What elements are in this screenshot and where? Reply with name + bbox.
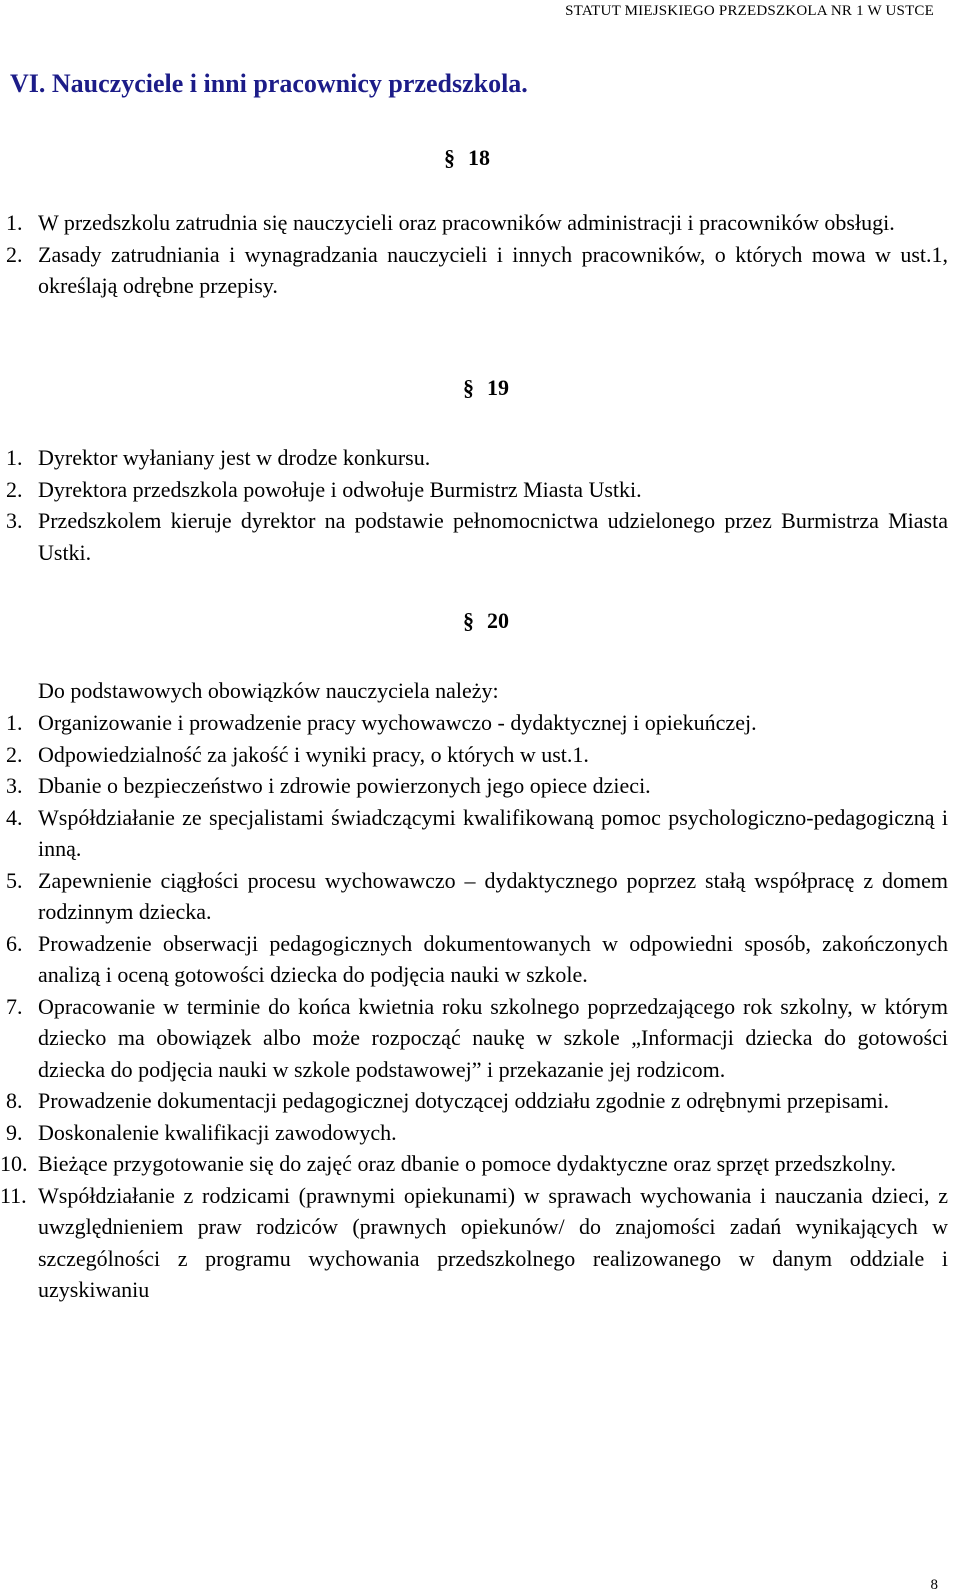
item-number: 9. <box>6 1119 23 1145</box>
item-text: Odpowiedzialność za jakość i wyniki pracy, o których w ust.1. <box>38 741 589 767</box>
section-symbol: § <box>463 375 474 400</box>
section-18-list <box>0 207 948 302</box>
list-item <box>0 474 948 506</box>
section-19-list <box>0 442 948 568</box>
section-heading-20 <box>463 608 509 634</box>
item-text: Przedszkolem kieruje dyrektor na podstawie pełnomocnictwa udzielonego przez Burmistrza Miasta Ustki. <box>38 508 948 565</box>
item-number: 3. <box>6 773 23 798</box>
list-item <box>0 865 948 928</box>
list-item <box>0 207 948 239</box>
item-text: Organizowanie i prowadzenie pracy wychowawczo - dydaktycznej i opiekuńczej. <box>38 710 757 735</box>
item-text: Zasady zatrudniania i wynagradzania nauczycieli i innych pracowników, o których mowa w ust.1, określają odrębne przepisy. <box>38 241 948 298</box>
list-item <box>0 739 948 771</box>
item-number: 2. <box>6 476 23 502</box>
item-number: 2. <box>6 741 23 767</box>
section-symbol: § <box>463 608 474 633</box>
item-number: 8. <box>6 1088 23 1113</box>
list-item <box>0 1180 948 1306</box>
item-text: Dyrektor wyłaniany jest w drodze konkursu. <box>38 445 431 470</box>
running-header: STATUT MIEJSKIEGO PRZEDSZKOLA NR 1 W USTCE <box>565 3 934 19</box>
item-text: Współdziałanie ze specjalistami świadczącymi kwalifikowaną pomoc psychologiczno-pedagogiczną i inną. <box>38 804 948 861</box>
list-item <box>0 1085 948 1117</box>
item-text: Dyrektora przedszkola powołuje i odwołuje Burmistrz Miasta Ustki. <box>38 476 642 502</box>
section-number: 19 <box>487 375 509 400</box>
section-20-intro: Do podstawowych obowiązków nauczyciela należy: <box>38 678 499 703</box>
list-item <box>0 442 948 474</box>
section-number: 20 <box>487 608 509 633</box>
item-number: 11. <box>0 1182 27 1208</box>
item-number: 1. <box>6 445 23 470</box>
item-text: Prowadzenie obserwacji pedagogicznych dokumentowanych w odpowiedni sposób, zakończonych analizą i oceną gotowości dziecka do podjęcia nauki w szkole. <box>38 930 948 987</box>
item-number: 4. <box>6 804 23 830</box>
item-text: Bieżące przygotowanie się do zajęć oraz dbanie o pomoce dydaktyczne oraz sprzęt przedszkolny. <box>38 1151 897 1176</box>
list-item <box>0 505 948 568</box>
section-number: 18 <box>468 145 490 170</box>
list-item <box>0 707 948 739</box>
list-item <box>0 1148 948 1180</box>
list-item <box>0 239 948 302</box>
item-number: 10. <box>0 1151 28 1176</box>
list-item <box>0 802 948 865</box>
section-symbol: § <box>444 145 455 170</box>
item-text: W przedszkolu zatrudnia się nauczycieli oraz pracowników administracji i pracowników obsługi. <box>38 210 895 235</box>
section-heading-18 <box>444 145 490 171</box>
section-20-list <box>0 707 948 1306</box>
item-text: Prowadzenie dokumentacji pedagogicznej dotyczącej oddziału zgodnie z odrębnymi przepisami. <box>38 1088 889 1113</box>
item-number: 1. <box>6 210 23 235</box>
list-item <box>0 928 948 991</box>
list-item <box>0 1117 948 1149</box>
item-text: Zapewnienie ciągłości procesu wychowawczo – dydaktycznego poprzez stałą współpracę z domem rodzinnym dziecka. <box>38 867 948 924</box>
item-number: 3. <box>6 508 23 533</box>
list-item <box>0 770 948 802</box>
item-text: Współdziałanie z rodzicami (prawnymi opiekunami) w sprawach wychowania i nauczania dzieci, z uwzględnieniem praw rodziców (prawnych opiekunów/ do znajomości zadań wynikających w szczególności z programu wychowania przedszkolnego realizowanego w danym oddziale i uzyskiwaniu <box>38 1182 948 1302</box>
item-text: Doskonalenie kwalifikacji zawodowych. <box>38 1119 397 1145</box>
item-number: 2. <box>6 241 23 267</box>
item-number: 7. <box>6 993 23 1019</box>
list-item <box>0 991 948 1086</box>
chapter-title: VI. Nauczyciele i inni pracownicy przedszkola. <box>10 69 528 98</box>
item-number: 5. <box>6 867 23 893</box>
page-number: 8 <box>930 1577 938 1593</box>
item-number: 1. <box>6 710 23 735</box>
section-heading-19 <box>463 375 509 401</box>
item-text: Opracowanie w terminie do końca kwietnia roku szkolnego poprzedzającego rok szkolny, w którym dziecko ma obowiązek albo może rozpocząć naukę w szkole „Informacji dziecka do gotowości dziecka do podjęcia nauki w szkole podstawowej” i przekazanie jej rodzicom. <box>38 993 948 1082</box>
item-text: Dbanie o bezpieczeństwo i zdrowie powierzonych jego opiece dzieci. <box>38 773 651 798</box>
item-number: 6. <box>6 930 23 956</box>
